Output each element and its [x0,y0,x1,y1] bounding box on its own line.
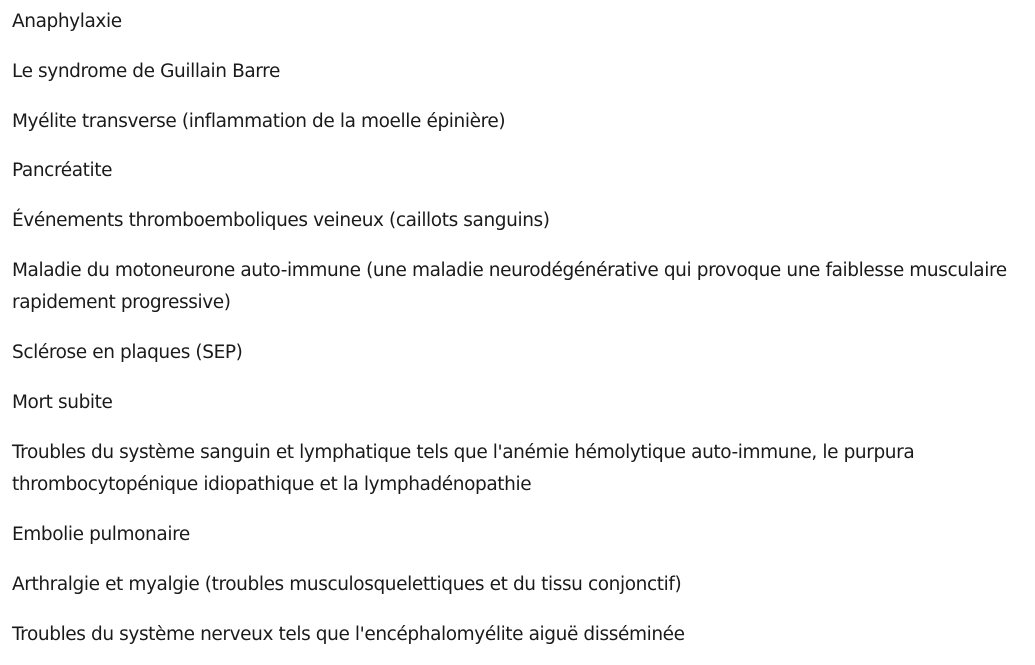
paragraph-troubles-sanguin-lymphatique: Troubles du système sanguin et lymphatique tels que l'anémie hémolytique auto-immune, le purpura thrombocytopénique idiopathique et la lymphadénopathie [12,442,915,495]
paragraph-sclerose-en-plaques: Sclérose en plaques (SEP) [12,342,243,363]
paragraph-myelite-transverse: Myélite transverse (inflammation de la moelle épinière) [12,111,506,132]
paragraph-arthralgie-myalgie: Arthralgie et myalgie (troubles musculosquelettiques et du tissu conjonctif) [12,574,682,595]
paragraph-maladie-motoneurone: Maladie du motoneurone auto-immune (une maladie neurodégénérative qui provoque une faiblesse musculaire rapidement progressive) [12,260,1007,313]
paragraph-evenements-thromboemboliques: Événements thromboemboliques veineux (caillots sanguins) [12,210,550,231]
paragraph-troubles-systeme-nerveux: Troubles du système nerveux tels que l'encéphalomyélite aiguë disséminée [12,624,685,645]
paragraph-mort-subite: Mort subite [12,392,113,413]
paragraph-anaphylaxie: Anaphylaxie [12,11,122,32]
paragraph-embolie-pulmonaire: Embolie pulmonaire [12,524,190,545]
paragraph-guillain-barre: Le syndrome de Guillain Barre [12,61,280,82]
paragraph-pancreatite: Pancréatite [12,160,113,181]
